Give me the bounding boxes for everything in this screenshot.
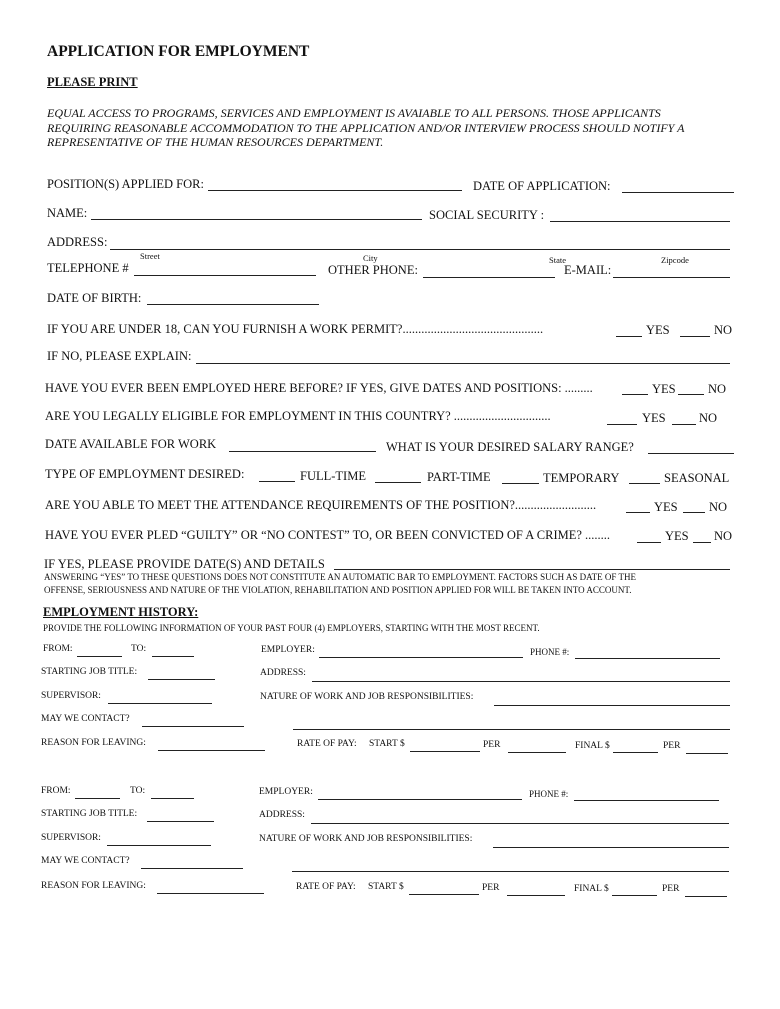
seasonal-blank[interactable] bbox=[629, 483, 660, 484]
employer2-to-field[interactable] bbox=[151, 798, 194, 799]
employer2-employer-field[interactable] bbox=[318, 799, 522, 800]
employer2-start-field[interactable] bbox=[409, 894, 479, 895]
employer2-job-title-label: STARTING JOB TITLE: bbox=[41, 809, 138, 819]
employer2-final-per-label: PER bbox=[662, 884, 680, 894]
ssn-label: SOCIAL SECURITY : bbox=[429, 208, 545, 222]
employer2-contact-field[interactable] bbox=[141, 868, 243, 869]
employer1-nature-field-2[interactable] bbox=[293, 729, 730, 730]
email-label: E-MAIL: bbox=[564, 263, 612, 277]
employer1-final-label: FINAL $ bbox=[575, 741, 610, 751]
employer2-start-label: START $ bbox=[368, 882, 404, 892]
employer1-job-title-field[interactable] bbox=[148, 679, 215, 680]
disclaimer-line-1: ANSWERING “YES” TO THESE QUESTIONS DOES NOT CONSTITUTE AN AUTOMATIC BAR TO EMPLOYMENT. FACTORS SUCH AS DATE OF THE bbox=[44, 572, 636, 582]
eligible-no-blank[interactable] bbox=[672, 424, 696, 425]
employer1-final-field[interactable] bbox=[613, 752, 658, 753]
employer2-reason-field[interactable] bbox=[157, 893, 264, 894]
attendance-no-blank[interactable] bbox=[683, 512, 705, 513]
employer1-phone-label: PHONE #: bbox=[530, 647, 570, 657]
employer1-contact-label: MAY WE CONTACT? bbox=[41, 714, 130, 724]
employer1-per-label: PER bbox=[483, 740, 501, 750]
employer1-contact-field[interactable] bbox=[142, 726, 244, 727]
employer2-nature-field[interactable] bbox=[493, 847, 729, 848]
employer1-supervisor-field[interactable] bbox=[108, 703, 212, 704]
attendance-question: ARE YOU ABLE TO MEET THE ATTENDANCE REQUIREMENTS OF THE POSITION?.......................... bbox=[45, 498, 597, 512]
position-field[interactable] bbox=[208, 190, 462, 191]
employer1-nature-label: NATURE OF WORK AND JOB RESPONSIBILITIES: bbox=[260, 692, 474, 702]
employment-history-heading: EMPLOYMENT HISTORY: bbox=[43, 605, 199, 619]
state-caption: State bbox=[549, 255, 566, 265]
address-field[interactable] bbox=[110, 249, 730, 250]
eligible-no-label: NO bbox=[699, 411, 718, 425]
employer1-supervisor-label: SUPERVISOR: bbox=[41, 691, 101, 701]
temporary-label: TEMPORARY bbox=[543, 471, 620, 485]
conviction-no-label: NO bbox=[714, 529, 733, 543]
employer2-phone-field[interactable] bbox=[574, 800, 719, 801]
name-label: NAME: bbox=[47, 206, 88, 220]
eligible-yes-blank[interactable] bbox=[607, 424, 637, 425]
employer2-job-title-field[interactable] bbox=[147, 821, 214, 822]
under18-no-blank[interactable] bbox=[680, 336, 710, 337]
employer2-final-label: FINAL $ bbox=[574, 884, 609, 894]
part-time-blank[interactable] bbox=[375, 482, 421, 483]
employer2-from-label: FROM: bbox=[41, 786, 71, 796]
conviction-yes-blank[interactable] bbox=[637, 542, 661, 543]
employer2-from-field[interactable] bbox=[75, 798, 120, 799]
employer1-final-per-label: PER bbox=[663, 741, 681, 751]
disclaimer-line-2: OFFENSE, SERIOUSNESS AND NATURE OF THE VIOLATION, REHABILITATION AND POSITION APPLIED FOR WILL BE TAKEN INTO ACCOUNT. bbox=[44, 585, 632, 595]
street-caption: Street bbox=[140, 251, 160, 261]
under18-no-label: NO bbox=[714, 323, 733, 337]
employer2-contact-label: MAY WE CONTACT? bbox=[41, 856, 130, 866]
employer1-reason-label: REASON FOR LEAVING: bbox=[41, 738, 146, 748]
dob-label: DATE OF BIRTH: bbox=[47, 291, 142, 305]
employer1-start-label: START $ bbox=[369, 739, 405, 749]
full-time-blank[interactable] bbox=[259, 481, 295, 482]
employer2-nature-field-2[interactable] bbox=[292, 871, 729, 872]
if-no-explain-label: IF NO, PLEASE EXPLAIN: bbox=[47, 349, 192, 363]
employer1-phone-field[interactable] bbox=[575, 658, 720, 659]
employment-history-instructions: PROVIDE THE FOLLOWING INFORMATION OF YOUR PAST FOUR (4) EMPLOYERS, STARTING WITH THE MOST RECENT. bbox=[43, 623, 540, 633]
salary-range-field[interactable] bbox=[648, 453, 734, 454]
full-time-label: FULL-TIME bbox=[300, 469, 366, 483]
notice-line-2: REQUIRING REASONABLE ACCOMMODATION TO THE APPLICATION AND/OR INTERVIEW PROCESS SHOULD NOTIFY A bbox=[47, 121, 685, 135]
name-field[interactable] bbox=[91, 219, 422, 220]
employer1-reason-field[interactable] bbox=[158, 750, 265, 751]
date-of-application-label: DATE OF APPLICATION: bbox=[473, 179, 611, 193]
attendance-yes-blank[interactable] bbox=[626, 512, 650, 513]
attendance-yes-label: YES bbox=[654, 500, 678, 514]
telephone-field[interactable] bbox=[134, 275, 316, 276]
employer1-address-label: ADDRESS: bbox=[260, 668, 306, 678]
date-of-application-field[interactable] bbox=[622, 192, 734, 193]
employer1-employer-field[interactable] bbox=[319, 657, 523, 658]
ssn-field[interactable] bbox=[550, 221, 730, 222]
conviction-yes-label: YES bbox=[665, 529, 689, 543]
city-caption: City bbox=[363, 253, 378, 263]
employed-before-yes-blank[interactable] bbox=[622, 394, 648, 395]
seasonal-label: SEASONAL bbox=[664, 471, 730, 485]
employer2-supervisor-label: SUPERVISOR: bbox=[41, 833, 101, 843]
conviction-details-field[interactable] bbox=[334, 569, 730, 570]
position-label: POSITION(S) APPLIED FOR: bbox=[47, 177, 204, 191]
please-print-label: PLEASE PRINT bbox=[47, 75, 138, 89]
employer2-final-field[interactable] bbox=[612, 895, 657, 896]
eligible-yes-label: YES bbox=[642, 411, 666, 425]
employed-before-no-label: NO bbox=[708, 382, 727, 396]
employer2-nature-label: NATURE OF WORK AND JOB RESPONSIBILITIES: bbox=[259, 834, 473, 844]
employer1-start-field[interactable] bbox=[410, 751, 480, 752]
employer1-per-field[interactable] bbox=[508, 752, 566, 753]
email-field[interactable] bbox=[613, 277, 730, 278]
other-phone-label: OTHER PHONE: bbox=[328, 263, 418, 277]
under18-question: IF YOU ARE UNDER 18, CAN YOU FURNISH A WORK PERMIT?............................................. bbox=[47, 322, 544, 336]
employer2-reason-label: REASON FOR LEAVING: bbox=[41, 881, 146, 891]
employed-before-question: HAVE YOU EVER BEEN EMPLOYED HERE BEFORE? IF YES, GIVE DATES AND POSITIONS: ......... bbox=[45, 381, 593, 395]
employer1-from-field[interactable] bbox=[77, 656, 122, 657]
employer2-final-per-field[interactable] bbox=[685, 896, 727, 897]
eligible-question: ARE YOU LEGALLY ELIGIBLE FOR EMPLOYMENT IN THIS COUNTRY? ............................... bbox=[45, 409, 551, 423]
employer1-final-per-field[interactable] bbox=[686, 753, 728, 754]
notice-line-1: EQUAL ACCESS TO PROGRAMS, SERVICES AND EMPLOYMENT IS AVAIABLE TO ALL PERSONS. THOSE APPLICANTS bbox=[47, 106, 661, 120]
notice-line-3: REPRESENTATIVE OF THE HUMAN RESOURCES DEPARTMENT. bbox=[47, 135, 384, 149]
employer2-employer-label: EMPLOYER: bbox=[259, 787, 313, 797]
employer1-from-label: FROM: bbox=[43, 644, 73, 654]
under18-yes-label: YES bbox=[646, 323, 670, 337]
employed-before-yes-label: YES bbox=[652, 382, 676, 396]
temporary-blank[interactable] bbox=[502, 483, 539, 484]
employer1-to-field[interactable] bbox=[152, 656, 194, 657]
conviction-details-label: IF YES, PLEASE PROVIDE DATE(S) AND DETAILS bbox=[44, 557, 325, 571]
employer2-phone-label: PHONE #: bbox=[529, 789, 569, 799]
under18-yes-blank[interactable] bbox=[616, 336, 642, 337]
dob-field[interactable] bbox=[147, 304, 319, 305]
date-available-field[interactable] bbox=[229, 451, 376, 452]
employer2-address-field[interactable] bbox=[311, 823, 729, 824]
employer1-job-title-label: STARTING JOB TITLE: bbox=[41, 667, 138, 677]
address-label: ADDRESS: bbox=[47, 235, 108, 249]
employed-before-no-blank[interactable] bbox=[678, 394, 704, 395]
attendance-no-label: NO bbox=[709, 500, 728, 514]
employer1-address-field[interactable] bbox=[312, 681, 730, 682]
employer2-per-field[interactable] bbox=[507, 895, 565, 896]
part-time-label: PART-TIME bbox=[427, 470, 491, 484]
if-no-explain-field[interactable] bbox=[196, 363, 730, 364]
employer1-to-label: TO: bbox=[131, 644, 147, 654]
form-title: APPLICATION FOR EMPLOYMENT bbox=[47, 43, 310, 60]
other-phone-field[interactable] bbox=[423, 277, 555, 278]
conviction-question: HAVE YOU EVER PLED “GUILTY” OR “NO CONTEST” TO, OR BEEN CONVICTED OF A CRIME? ........ bbox=[45, 528, 611, 542]
employer2-supervisor-field[interactable] bbox=[107, 845, 211, 846]
employer2-to-label: TO: bbox=[130, 786, 146, 796]
employer1-nature-field[interactable] bbox=[494, 705, 730, 706]
telephone-label: TELEPHONE # bbox=[47, 261, 129, 275]
salary-range-label: WHAT IS YOUR DESIRED SALARY RANGE? bbox=[386, 440, 634, 454]
employer2-address-label: ADDRESS: bbox=[259, 810, 305, 820]
date-available-label: DATE AVAILABLE FOR WORK bbox=[45, 437, 217, 451]
employment-type-label: TYPE OF EMPLOYMENT DESIRED: bbox=[45, 467, 245, 481]
employer1-rate-label: RATE OF PAY: bbox=[297, 739, 357, 749]
employer2-per-label: PER bbox=[482, 883, 500, 893]
employer1-employer-label: EMPLOYER: bbox=[261, 645, 315, 655]
conviction-no-blank[interactable] bbox=[693, 542, 711, 543]
employer2-rate-label: RATE OF PAY: bbox=[296, 882, 356, 892]
zipcode-caption: Zipcode bbox=[661, 255, 689, 265]
